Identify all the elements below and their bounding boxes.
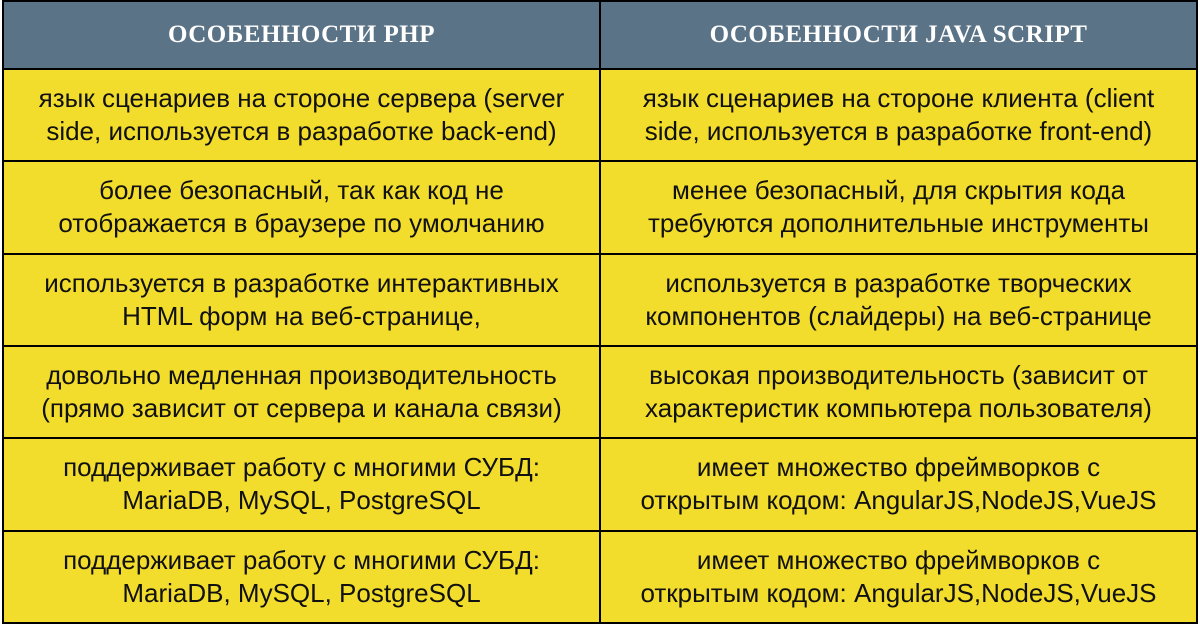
cell-line: используется в разработке творческих bbox=[665, 267, 1132, 298]
cell-line: отображается в браузере по умолчанию bbox=[58, 208, 545, 239]
table-body bbox=[3, 69, 1197, 623]
cell-line: требуются дополнительные инструменты bbox=[648, 208, 1149, 239]
cell-line: имеет множество фреймворков с bbox=[696, 544, 1101, 575]
js-cell bbox=[600, 254, 1197, 346]
comparison-table bbox=[2, 0, 1198, 624]
cell-line: MariaDB, MySQL, PostgreSQL bbox=[122, 485, 481, 516]
table-header bbox=[3, 1, 1197, 69]
cell-line: side, используется в разработке back-end) bbox=[46, 116, 557, 147]
cell-line: side, используется в разработке front-end) bbox=[644, 116, 1153, 147]
php-cell bbox=[3, 254, 600, 346]
header-row bbox=[3, 1, 1197, 69]
cell-line: менее безопасный, для скрытия кода bbox=[671, 175, 1126, 206]
cell-line: характеристик компьютера пользователя) bbox=[645, 393, 1152, 424]
js-cell bbox=[600, 531, 1197, 623]
table-row bbox=[3, 438, 1197, 530]
cell-line: используется в разработке интерактивных bbox=[44, 267, 559, 298]
php-cell bbox=[3, 346, 600, 438]
php-cell bbox=[3, 69, 600, 161]
table-row bbox=[3, 346, 1197, 438]
cell-line: более безопасный, так как код не bbox=[99, 175, 504, 206]
table-row bbox=[3, 161, 1197, 253]
cell-line: открытым кодом: AngularJS,NodeJS,VueJS bbox=[640, 485, 1157, 516]
php-cell bbox=[3, 161, 600, 253]
table-row bbox=[3, 254, 1197, 346]
header-js: ОСОБЕННОСТИ JAVA SCRIPT bbox=[600, 1, 1197, 69]
js-cell bbox=[600, 346, 1197, 438]
cell-line: (прямо зависит от сервера и канала связи) bbox=[41, 393, 562, 424]
js-cell bbox=[600, 161, 1197, 253]
cell-line: язык сценариев на стороне сервера (server bbox=[38, 83, 565, 114]
js-cell bbox=[600, 69, 1197, 161]
cell-line: компонентов (слайдеры) на веб-странице bbox=[645, 300, 1152, 331]
table-row bbox=[3, 531, 1197, 623]
cell-line: поддерживает работу с многими СУБД: bbox=[63, 544, 540, 575]
cell-line: высокая производительность (зависит от bbox=[649, 360, 1148, 391]
cell-line: довольно медленная производительность bbox=[46, 360, 557, 391]
cell-line: MariaDB, MySQL, PostgreSQL bbox=[122, 577, 481, 608]
table-row bbox=[3, 69, 1197, 161]
php-cell bbox=[3, 531, 600, 623]
cell-line: язык сценариев на стороне клиента (client bbox=[642, 83, 1155, 114]
js-cell bbox=[600, 438, 1197, 530]
cell-line: имеет множество фреймворков с bbox=[696, 452, 1101, 483]
cell-line: поддерживает работу с многими СУБД: bbox=[63, 452, 540, 483]
header-php: ОСОБЕННОСТИ PHP bbox=[3, 1, 600, 69]
cell-line: открытым кодом: AngularJS,NodeJS,VueJS bbox=[640, 577, 1157, 608]
cell-line: HTML форм на веб-странице, bbox=[122, 300, 481, 331]
php-cell bbox=[3, 438, 600, 530]
